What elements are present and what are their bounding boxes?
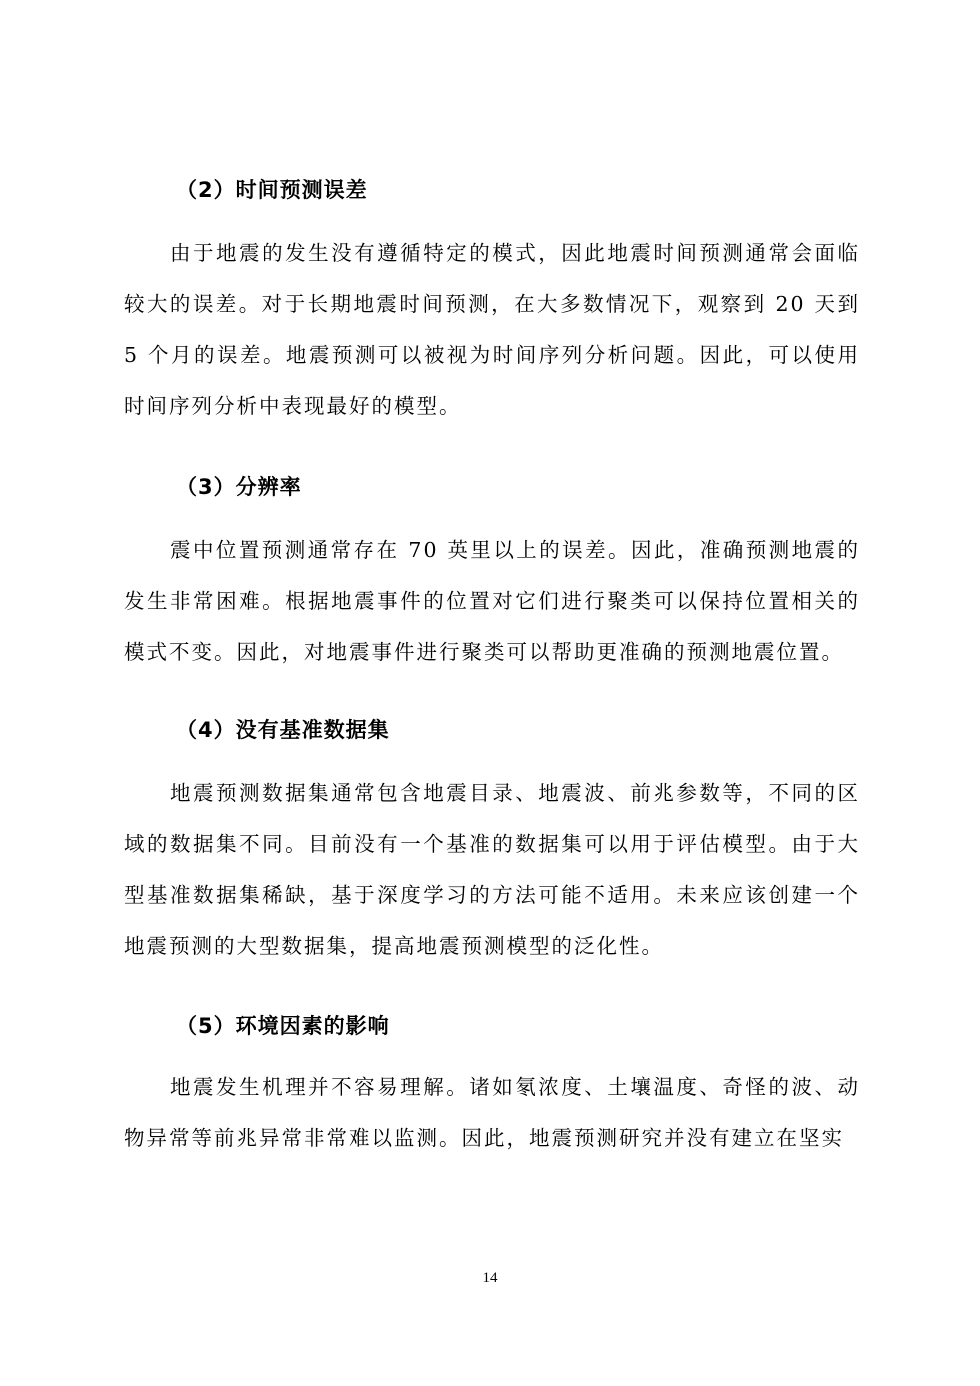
page-number: 14	[482, 1270, 498, 1286]
paragraph-time-error: 由于地震的发生没有遵循特定的模式，因此地震时间预测通常会面临较大的误差。对于长期地震时间预测，在大多数情况下，观察到 20 天到 5 个月的误差。地震预测可以被视为时间序列分析问题。因此，可以使用时间序列分析中表现最好的模型。	[124, 241, 860, 418]
section-heading-no-benchmark: （4）没有基准数据集	[176, 718, 390, 742]
section-heading-resolution: （3）分辨率	[176, 475, 302, 499]
paragraph-resolution: 震中位置预测通常存在 70 英里以上的误差。因此，准确预测地震的发生非常困难。根据地震事件的位置对它们进行聚类可以保持位置相关的模式不变。因此，对地震事件进行聚类可以帮助更准确的预测地震位置。	[124, 538, 860, 664]
paragraph-environment: 地震发生机理并不容易理解。诸如氡浓度、土壤温度、奇怪的波、动物异常等前兆异常非常难以监测。因此，地震预测研究并没有建立在坚实	[124, 1075, 860, 1150]
section-heading-time-error: （2）时间预测误差	[176, 178, 368, 202]
section-heading-environment: （5）环境因素的影响	[176, 1014, 390, 1038]
paragraph-no-benchmark: 地震预测数据集通常包含地震目录、地震波、前兆参数等，不同的区域的数据集不同。目前没有一个基准的数据集可以用于评估模型。由于大型基准数据集稀缺，基于深度学习的方法可能不适用。未来应该创建一个地震预测的大型数据集，提高地震预测模型的泛化性。	[124, 781, 860, 958]
